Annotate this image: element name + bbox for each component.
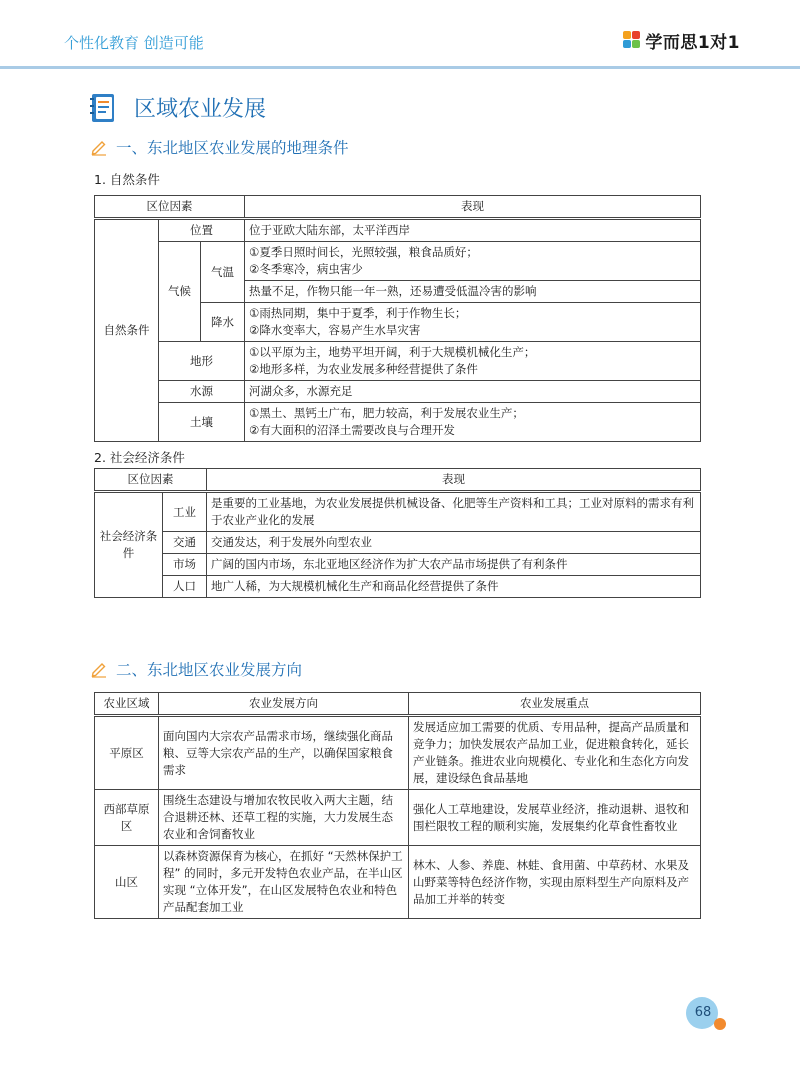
region-label: 平原区	[95, 716, 159, 790]
section1-title-block	[90, 136, 349, 158]
page-title: 区域农业发展	[134, 97, 267, 122]
nature-caption: 1. 自然条件	[94, 172, 160, 187]
performance-text: 交通发达，利于发展外向型农业	[207, 532, 701, 554]
performance-text	[245, 342, 701, 381]
col-header-performance: 表现	[207, 469, 701, 492]
performance-text: 地广人稀，为大规模机械化生产和商品化经营提供了条件	[207, 576, 701, 598]
page-title-block	[90, 92, 266, 123]
text-line: ②有大面积的沼泽土需要改良与合理开发	[249, 423, 455, 437]
table-header-row	[95, 693, 701, 716]
factor-label: 工业	[163, 492, 207, 532]
table-row	[95, 219, 701, 242]
factor-label: 市场	[163, 554, 207, 576]
performance-text: 广阔的国内市场，东北亚地区经济作为扩大农产品市场提供了有利条件	[207, 554, 701, 576]
direction-text: 以森林资源保育为核心，在抓好 “天然林保护工程” 的同时，多元开发特色农业产品，在半山区实现 “立体开发”，在山区发展特色农业和特色产品配套加工业	[159, 846, 409, 919]
factor-label: 气候	[159, 242, 201, 342]
performance-text	[245, 403, 701, 442]
table-row	[95, 242, 701, 281]
page-number: 68	[694, 1005, 712, 1020]
page-number-badge	[686, 997, 720, 1031]
col-header-factor: 区位因素	[95, 469, 207, 492]
factor-label: 土壤	[159, 403, 245, 442]
table-row	[95, 492, 701, 532]
section2-title-block	[90, 658, 302, 680]
table-row	[95, 846, 701, 919]
col-header-focus: 农业发展重点	[409, 693, 701, 716]
direction-text: 面向国内大宗农产品需求市场，继续强化商品粮、豆等大宗农产品的生产，以确保国家粮食需求	[159, 716, 409, 790]
performance-text: 是重要的工业基地，为农业发展提供机械设备、化肥等生产资料和工具；工业对原料的需求有利于农业产业化的发展	[207, 492, 701, 532]
col-header-performance: 表现	[245, 196, 701, 219]
region-label: 西部草原区	[95, 790, 159, 846]
group-label: 自然条件	[95, 219, 159, 442]
col-header-factor: 区位因素	[95, 196, 245, 219]
text-line: ①以平原为主，地势平坦开阔，利于大规模机械化生产；	[249, 345, 536, 359]
sub-factor-label: 气温	[201, 242, 245, 303]
social-conditions-table	[94, 468, 701, 598]
table-row	[95, 554, 701, 576]
table-row	[95, 403, 701, 442]
table-row	[95, 716, 701, 790]
brand-logo	[623, 29, 740, 51]
focus-text: 强化人工草地建设，发展草业经济，推动退耕、退牧和围栏限牧工程的顺利实施，发展集约化草食性畜牧业	[409, 790, 701, 846]
focus-text: 发展适应加工需要的优质、专用品种，提高产品质量和竞争力；加快发展农产品加工业，促进粮食转化，延长产业链条。推进农业向规模化、专业化和生态化方向发展，建设绿色食品基地	[409, 716, 701, 790]
factor-label: 人口	[163, 576, 207, 598]
sub-factor-label: 降水	[201, 303, 245, 342]
notebook-icon	[90, 93, 116, 123]
table-row	[95, 576, 701, 598]
table-header-row	[95, 469, 701, 492]
pencil-icon	[90, 138, 108, 156]
group-label: 社会经济条件	[95, 492, 163, 598]
table-row	[95, 790, 701, 846]
section1-title: 一、东北地区农业发展的地理条件	[116, 139, 349, 157]
text-line: ②地形多样，为农业发展多种经营提供了条件	[249, 362, 478, 376]
performance-text: 热量不足，作物只能一年一熟，还易遭受低温冷害的影响	[245, 281, 701, 303]
text-line: ①夏季日照时间长，光照较强，粮食品质好；	[249, 245, 478, 259]
pencil-icon	[90, 660, 108, 678]
region-label: 山区	[95, 846, 159, 919]
logo-mark-icon	[623, 31, 641, 49]
text-line: ①雨热同期，集中于夏季，利于作物生长；	[249, 306, 467, 320]
performance-text: 河湖众多，水源充足	[245, 381, 701, 403]
text-line: ①黑土、黑钙土广布，肥力较高，利于发展农业生产；	[249, 406, 524, 420]
col-header-region: 农业区域	[95, 693, 159, 716]
page-header	[0, 0, 800, 68]
logo-text: 学而思1对1	[645, 32, 740, 53]
performance-text: 位于亚欧大陆东部，太平洋西岸	[245, 219, 701, 242]
factor-label: 水源	[159, 381, 245, 403]
header-slogan: 个性化教育 创造可能	[64, 34, 204, 52]
header-divider	[0, 66, 800, 69]
table-row	[95, 532, 701, 554]
direction-text: 围绕生态建设与增加农牧民收入两大主题，结合退耕还林、还草工程的实施，大力发展生态农业和舍饲畜牧业	[159, 790, 409, 846]
factor-label: 交通	[163, 532, 207, 554]
nature-conditions-table	[94, 195, 701, 442]
table-row	[95, 381, 701, 403]
table-header-row	[95, 196, 701, 219]
table-row	[95, 342, 701, 381]
factor-label: 位置	[159, 219, 245, 242]
performance-text	[245, 242, 701, 281]
social-caption: 2. 社会经济条件	[94, 450, 185, 465]
section2-title: 二、东北地区农业发展方向	[116, 661, 303, 679]
text-line: ②降水变率大，容易产生水旱灾害	[249, 323, 421, 337]
focus-text: 林木、人参、养鹿、林蛙、食用菌、中草药材、水果及山野菜等特色经济作物，实现由原料型生产向原料及产品加工并举的转变	[409, 846, 701, 919]
factor-label: 地形	[159, 342, 245, 381]
performance-text	[245, 303, 701, 342]
development-direction-table	[94, 692, 701, 919]
col-header-direction: 农业发展方向	[159, 693, 409, 716]
text-line: ②冬季寒冷，病虫害少	[249, 262, 363, 276]
